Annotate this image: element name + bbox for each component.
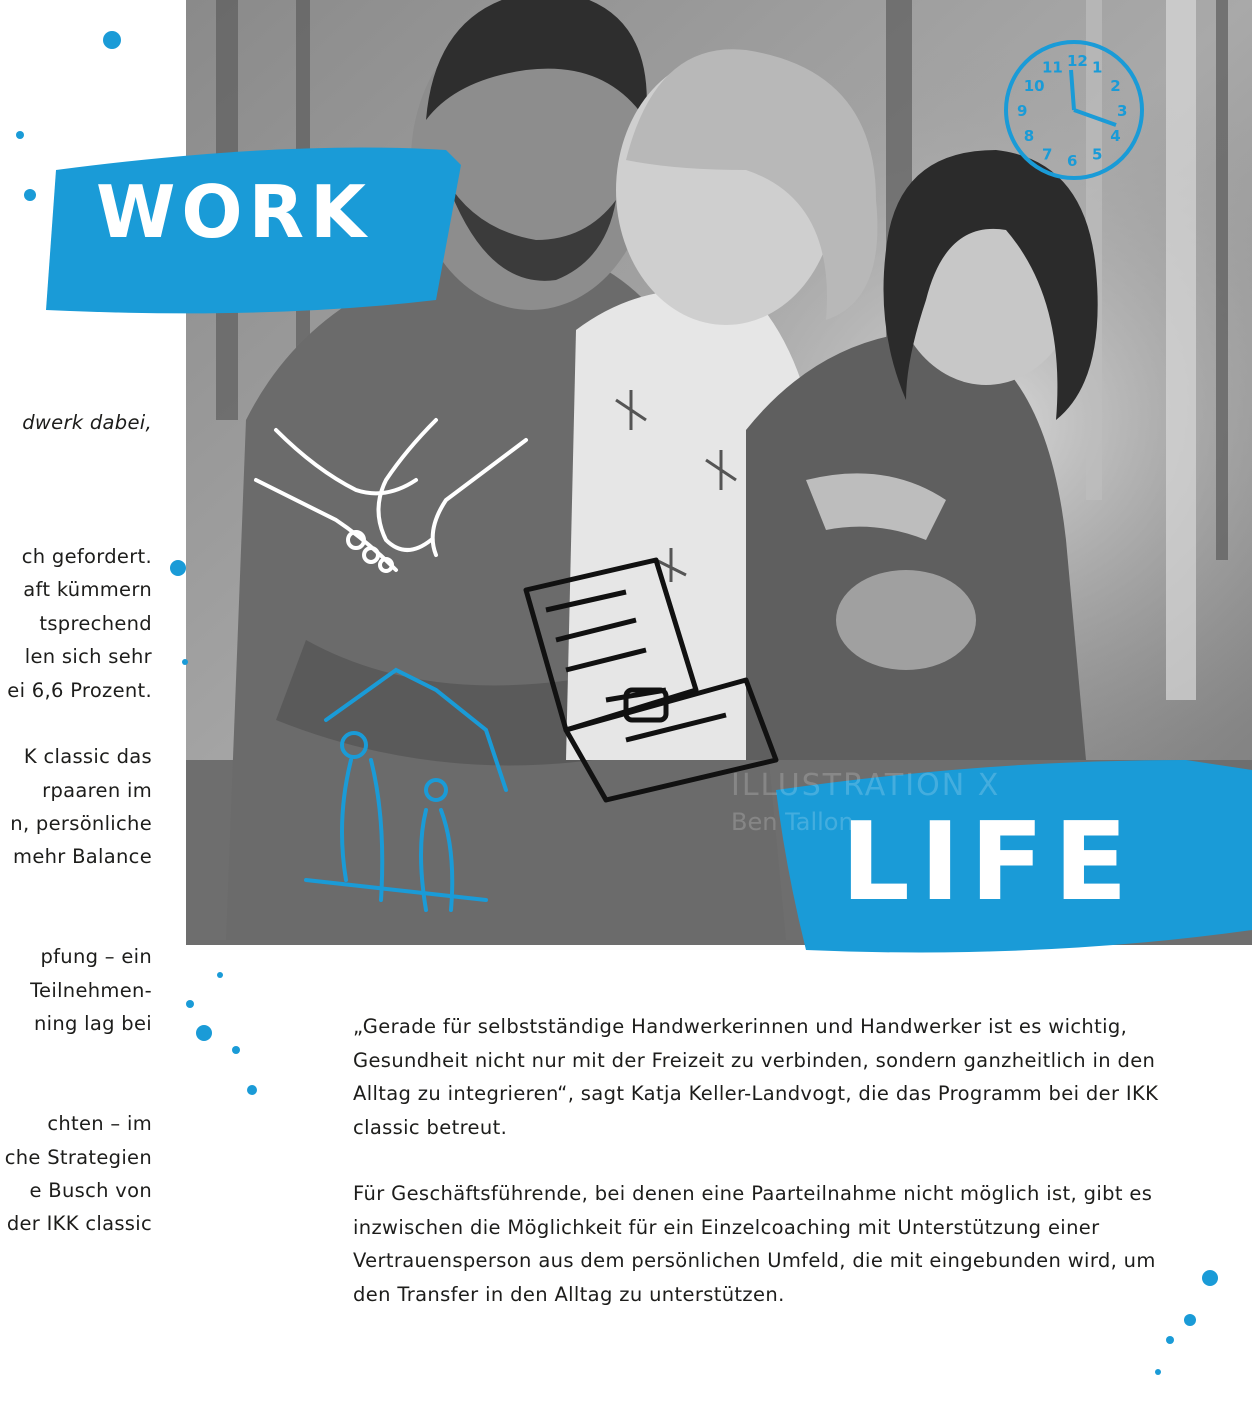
clock-number: 12 xyxy=(1067,52,1088,70)
left-line-17: der IKK classic xyxy=(6,1212,152,1235)
left-line-14: chten – im xyxy=(47,1112,152,1135)
watermark-line-2: Ben Tallon xyxy=(731,808,854,836)
left-line-8: rpaaren im xyxy=(42,779,152,802)
left-line-3: aft kümmern xyxy=(23,578,152,601)
blue-splash-marks xyxy=(0,0,200,1419)
left-line-11: pfung – ein xyxy=(40,945,152,968)
clock-number: 3 xyxy=(1117,102,1128,120)
left-line-13: ning lag bei xyxy=(33,1012,152,1035)
left-line-16: e Busch von xyxy=(29,1179,152,1202)
left-line-6: ei 6,6 Prozent. xyxy=(7,679,152,702)
left-line-15: che Strategien xyxy=(4,1146,152,1169)
body-paragraph: Für Geschäftsführende, bei denen eine Paarteilnahme nicht möglich ist, gibt es inzwischen die Möglichkeit für ein Einzelcoaching mit Unterstützung einer Vertrauensperson aus dem persönlichen Umfeld, die mit eingebunden wird, um den Transfer in den Alltag zu unterstützen. xyxy=(353,1182,1156,1306)
clock-number: 2 xyxy=(1110,77,1121,95)
left-line-5: len sich sehr xyxy=(24,645,152,668)
clock-number: 1 xyxy=(1092,58,1103,77)
clock-icon xyxy=(1006,42,1142,178)
clock-number: 6 xyxy=(1067,152,1078,170)
left-line-12: Teilnehmen- xyxy=(30,979,152,1002)
clock-number: 4 xyxy=(1110,127,1121,145)
left-line-10: mehr Balance xyxy=(13,845,152,868)
clock-number: 7 xyxy=(1042,145,1053,164)
work-label: WORK xyxy=(96,170,372,254)
left-line-1: dwerk dabei, xyxy=(22,411,152,434)
life-label: LIFE xyxy=(841,800,1138,925)
clock-number: 5 xyxy=(1092,145,1103,164)
clock-number: 9 xyxy=(1017,102,1028,120)
article-body xyxy=(353,1010,1173,1344)
left-line-4: tsprechend xyxy=(39,612,152,635)
watermark-line-1: ILLUSTRATION X xyxy=(731,768,1001,803)
clock-number: 11 xyxy=(1042,58,1063,77)
quote-paragraph: „Gerade für selbstständige Handwerkerinnen und Handwerker ist es wichtig, Gesundheit nicht nur mit der Freizeit zu verbinden, sondern ganzheitlich in den Alltag zu integrieren“, sagt Katja Keller-Landvogt, die das Programm bei der IKK classic betreut. xyxy=(353,1015,1159,1139)
left-line-2: ch gefordert. xyxy=(21,545,152,568)
clock-number: 8 xyxy=(1023,127,1035,145)
blue-splash-bottom xyxy=(186,945,346,1105)
left-line-9: n, persönliche xyxy=(10,812,152,835)
left-line-7: K classic das xyxy=(23,745,152,768)
hands xyxy=(836,570,976,670)
clock-number: 10 xyxy=(1023,77,1045,95)
